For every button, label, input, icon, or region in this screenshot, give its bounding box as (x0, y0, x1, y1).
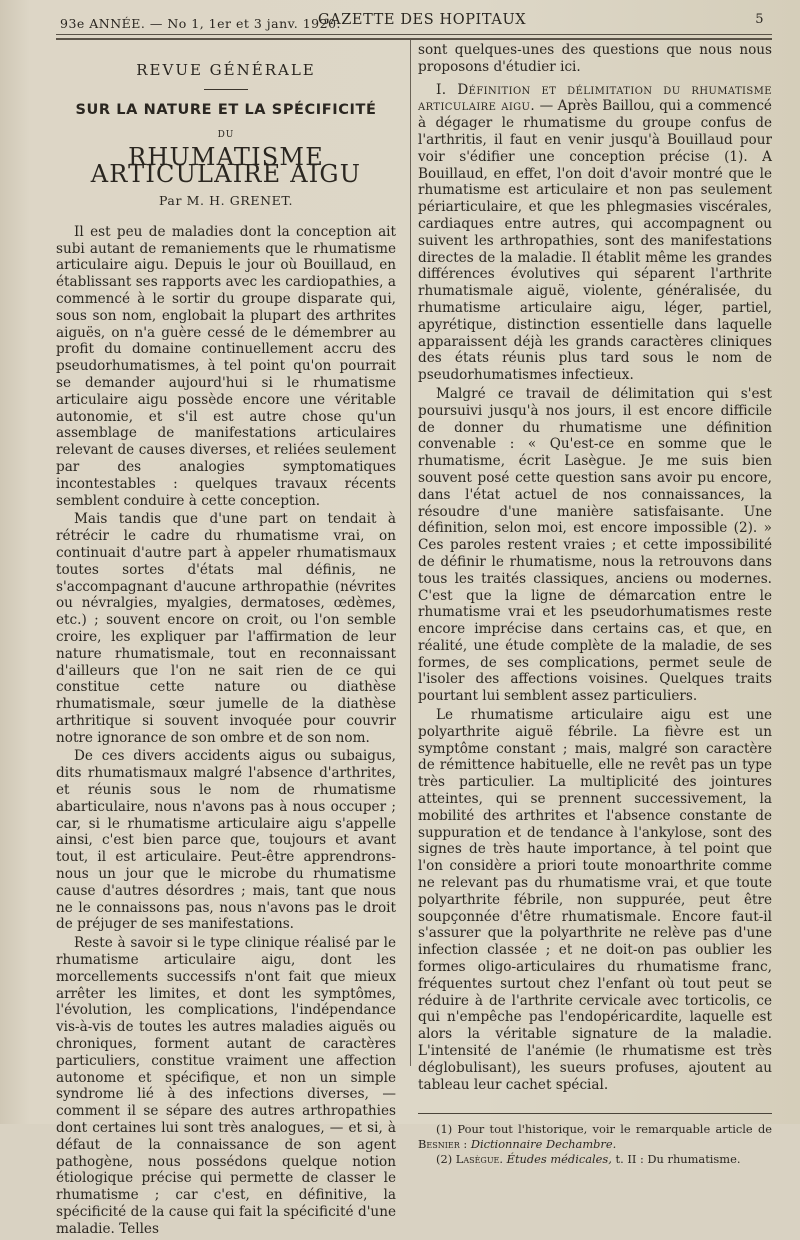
header-rule (56, 34, 772, 35)
section-heading: I. Définition et délimitation du rhumatisme articulaire aigu. (418, 81, 772, 115)
issue-info: 93e ANNÉE. — No 1, 1er et 3 janv. 1920. (60, 16, 341, 31)
paragraph: Il est peu de maladies dont la conception ait subi autant de remaniements que le rhumatisme articulaire aigu. Depuis le jour où Bouillaud, en établissant ses rapports avec les cardiopathies, a commencé à le sortir du groupe disparate qui, sous son nom, englobait la plupart des arthrites aiguës, on n'a guère cessé de le démembrer au profit du domaine continuellement accru des pseudorhumatismes, à tel point qu'on pourrait se demander aujourd'hui si le rhumatisme articulaire aigu possède encore une véritable autonomie, et s'il est autre chose qu'un assemblage de manifestations articulaires relevant de causes diverses, et reliées seulement par des analogies symptomatiques incontestables : quelques travaux récents semblent conduire à cette conception. (56, 223, 396, 509)
page-header (60, 12, 764, 34)
footnotes (418, 1122, 772, 1167)
paragraph: Mais tandis que d'une part on tendait à rétrécir le cadre du rhumatisme vrai, on continuait d'autre part à appeler rhumatismaux toutes sortes d'états mal définis, ne s'accompagnant d'aucune arthropathie (névrites ou névralgies, myalgies, dermatoses, œdèmes, etc.) ; souvent encore on croit, ou l'on semble croire, les expliquer par l'affirmation de leur nature rhumatismale, tout en reconnaissant d'ailleurs que l'on ne sait rien de ce qui constitue cette nature ou diathèse rhumatismale, sœur jumelle de la diathèse arthritique si souvent invoquée pour couvrir notre ignorance de son ombre et de son nom. (56, 511, 396, 746)
footnote-rule (418, 1113, 772, 1114)
page-number: 5 (755, 12, 764, 27)
footnote-author: Besnier (418, 1137, 460, 1152)
footnote-text: (1) Pour tout l'historique, voir le remarquable article de (436, 1122, 772, 1137)
right-column (418, 42, 772, 1167)
rubric-title: REVUE GÉNÉRALE (136, 61, 316, 79)
left-column (56, 58, 396, 1240)
article-title-du: DU (217, 129, 235, 140)
paragraph: Reste à savoir si le type clinique réalisé par le rhumatisme articulaire aigu, dont les morcellements successifs n'ont fait que mieux arrêter les limites, et dont les symptômes, l'évolution, les complications, l'indépendance vis-à-vis de toutes les autres maladies aiguës ou chroniques, forment autant de caractères particuliers, constitue vraiment une affection autonome et spécifique, et non un simple syndrome lié à des infections diverses, — comment il se sépare des autres arthropathies dont certaines lui sont très analogues, — et si, à défaut de la connaissance de son agent pathogène, nous possédons quelque notion étiologique précise qui permette de classer le rhumatisme ; car c'est, en définitive, la spécificité de la cause qui fait la spécificité d'une maladie. Telles (56, 935, 396, 1237)
column-divider (410, 40, 411, 1066)
byline: Par M. H. GRENET. (158, 192, 294, 208)
paragraph: Malgré ce travail de délimitation qui s'est poursuivi jusqu'à nos jours, il est encore difficile de donner du rhumatisme une définition convenable : « Qu'est-ce en somme que le rhumatisme, écrit Lasègue. Je me suis bien souvent posé cette question sans avoir pu encore, dans l'état actuel de nos connaissances, la résoudre d'une manière satisfaisante. Une définition, selon moi, est encore impossible (2). » Ces paroles restent vraies ; et cette impossibilité de définir le rhumatisme, nous la retrouvons dans tous les traités classiques, anciens ou modernes. C'est que la ligne de démarcation entre le rhumatisme vrai et les pseudorhumatismes reste encore imprécise dans certains cas, et que, en réalité, une étude complète de la maladie, de ses formes, de ses complications, permet seule de l'isoler des affections voisines. Quelques traits pourtant lui semblent assez particuliers. (418, 385, 772, 705)
rubric-rule (204, 89, 248, 90)
footnote-rest: t. II : Du rhumatisme. (615, 1152, 741, 1167)
footnote-marker: (2) (436, 1152, 453, 1167)
header-rule-thick (56, 38, 772, 40)
footnote-work: Dictionnaire Dechambre. (470, 1137, 617, 1152)
continuation-text: sont quelques-unes des questions que nous nous proposons d'étudier ici. (418, 42, 772, 75)
footnote-1: (1) Pour tout l'historique, voir le remarquable article de Besnier : Dictionnaire Dechambre. (418, 1122, 772, 1152)
section-paragraph (418, 82, 772, 384)
paragraph: Le rhumatisme articulaire aigu est une polyarthrite aiguë fébrile. La fièvre est un symptôme constant ; mais, malgré son caractère de rémittence habituelle, elle ne revêt pas un type très particulier. La multiplicité des jointures atteintes, qui se prennent successivement, la mobilité des arthrites et l'absence constante de suppuration et de tendance à l'ankylose, sont des signes de très haute importance, à tel point que l'on considère a priori toute monoarthrite comme ne relevant pas du rhumatisme vrai, et que toute polyarthrite fébrile, non suppurée, peut être soupçonnée d'être rhumatismale. Encore faut-il s'assurer que la polyarthrite ne relève pas d'une infection classée ; et ne doit-on pas oublier les formes oligo-articulaires du rhumatisme franc, fréquentes surtout chez l'enfant où tout peut se réduire à de l'arthrite cervicale avec torticolis, ce qui n'empêche pas l'endopéricardite, laquelle est alors la véritable signature de la maladie. L'intensité de l'anémie (le rhumatisme est très déglobulisant), les sueurs profuses, ajoutent au tableau leur cachet spécial. (418, 707, 772, 1093)
journal-title: GAZETTE DES HOPITAUX (318, 12, 527, 28)
article-title-line1: SUR LA NATURE ET LA SPÉCIFICITÉ (75, 101, 377, 118)
footnote-author: Lasègue. (455, 1152, 504, 1167)
paragraph: De ces divers accidents aigus ou subaigus, dits rhumatismaux malgré l'absence d'arthrites, et réunis sous le nom de rhumatisme abarticulaire, nous n'avons pas à nous occuper ; car, si le rhumatisme articulaire aigu s'appelle ainsi, c'est bien parce que, toujours et avant tout, il est articulaire. Peut-être apprendrons-nous un jour que le microbe du rhumatisme cause d'autres désordres ; mais, tant que nous ne le connaissons pas, nous n'avons pas le droit de préjuger de ses manifestations. (56, 748, 396, 933)
article-title-line2: RHUMATISME ARTICULAIRE AIGU (90, 143, 362, 189)
footnote-2 (418, 1152, 772, 1167)
section-text: — Après Baillou, qui a commencé à dégager le rhumatisme du groupe confus de l'arthritis, il faut en venir jusqu'à Bouillaud pour voir s'édifier une conception précise (1). A Bouillaud, en effet, l'on doit d'avoir montré que le rhumatisme est articulaire et non pas seulement périarticulaire, et que les phlegmasies viscérales, cardiaques entre autres, qui accompagnent ou suivent les arthropathies, sont des manifestations directes de la maladie. Il établit même les grandes différences évolutives qui séparent l'arthrite rhumatismale aiguë, violente, généralisée, du rhumatisme articulaire aigu, léger, partiel, apyrétique, distinction essentielle dans laquelle apparaissent déjà les grands caractères cliniques des états réunis plus tard sous le nom de pseudorhumatismes infectieux. (418, 98, 772, 384)
footnote-work: Études médicales, (506, 1152, 612, 1167)
